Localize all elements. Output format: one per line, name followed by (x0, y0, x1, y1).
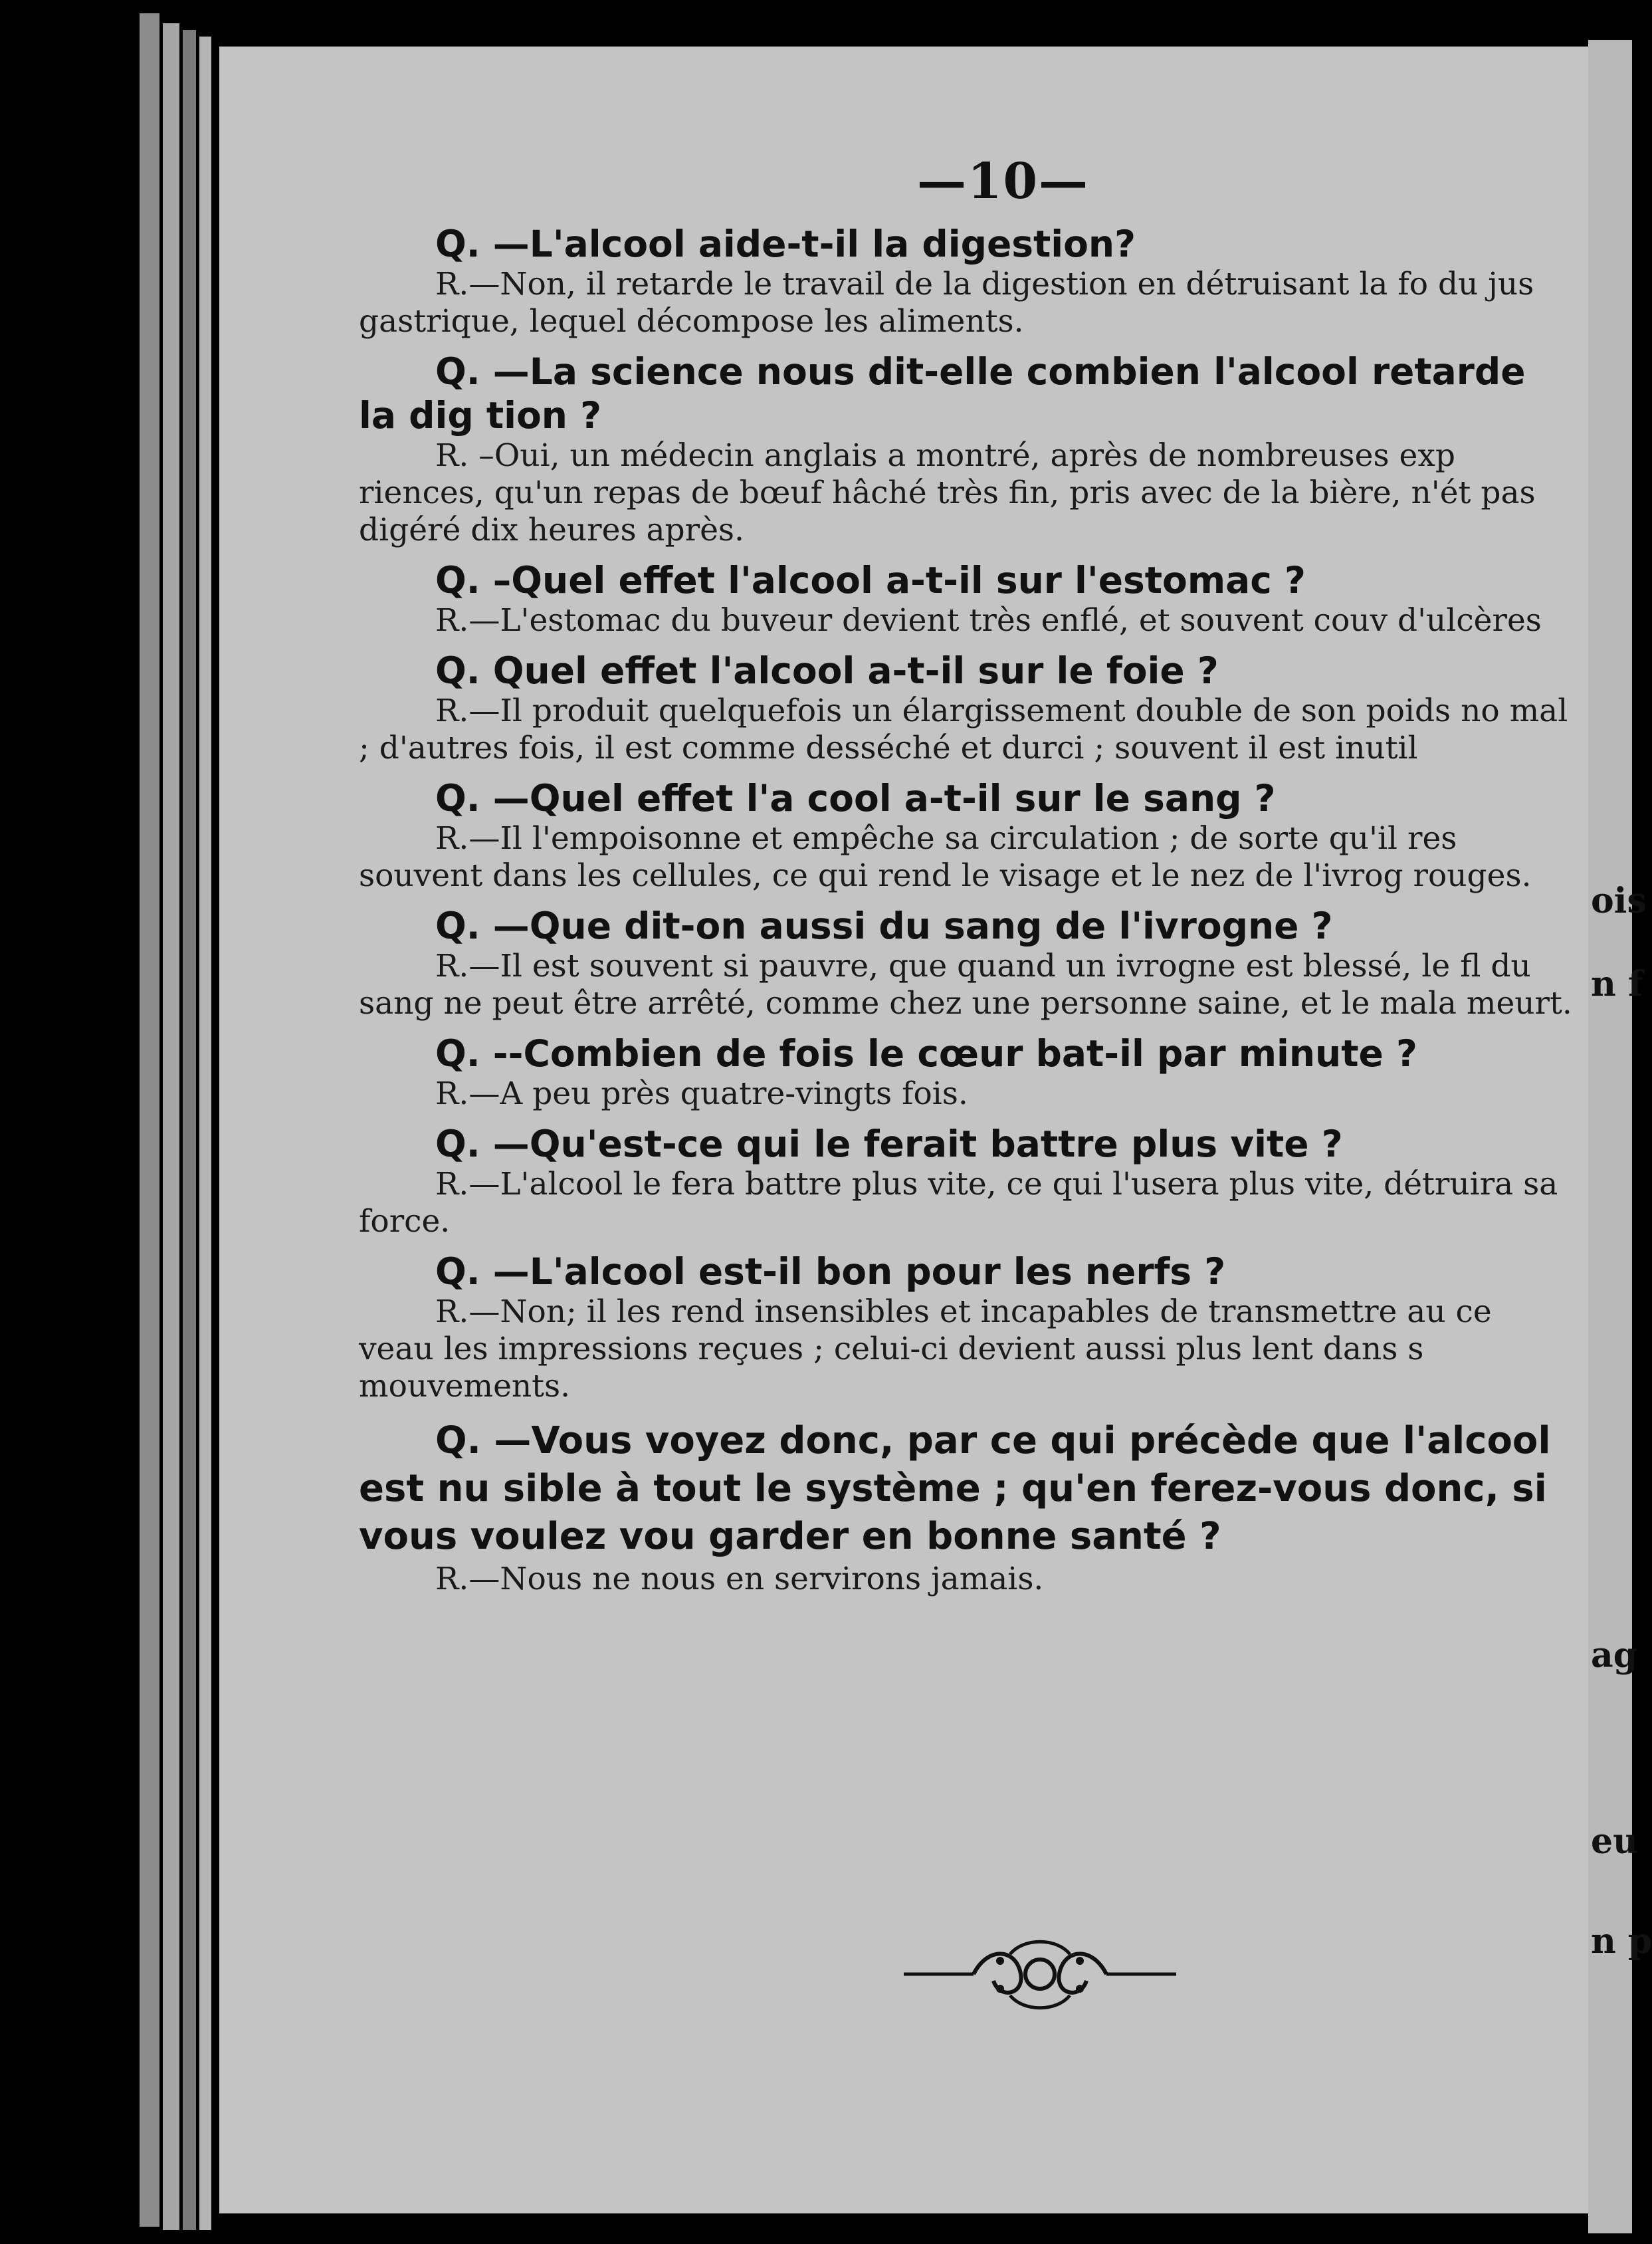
answer: R. –Oui, un médecin anglais a montré, après de nombreuses exp riences, qu'un repas de bœuf hâché très fin, pris avec de la bière, n'ét pas digéré dix heures après. (359, 437, 1536, 548)
answer: R.—Il l'empoisonne et empêche sa circulation ; de sorte qu'il res souvent dans les cellules, ce qui rend le visage et le nez de l'ivrog rouges. (359, 820, 1532, 894)
document-page (219, 47, 1588, 2213)
question: Q. —L'alcool aide-t-il la digestion? (435, 223, 1136, 265)
adjacent-text-fragment: ag (1591, 1635, 1638, 1676)
page-edge (140, 13, 159, 2227)
final-answer: R.—Nous ne nous en servirons jamais. (435, 1561, 1044, 1597)
answer: R.—Il est souvent si pauvre, que quand un ivrogne est blessé, le fl du sang ne peut être arrêté, comme chez une personne saine, et le mala meurt. (359, 948, 1572, 1022)
question: Q. Quel effet l'alcool a-t-il sur le foie ? (435, 649, 1219, 692)
qa-text-block (359, 213, 1575, 1605)
question: Q. —Qu'est-ce qui le ferait battre plus vite ? (435, 1123, 1343, 1165)
final-question: Q. —Vous voyez donc, par ce qui précède que l'alcool est nu sible à tout le système ; qu'en ferez-vous donc, si vous voulez vou garder en bonne santé ? (359, 1419, 1551, 1558)
answer: R.—Il produit quelquefois un élargissement double de son poids no mal ; d'autres fois, il est comme desséché et durci ; souvent il est inutil (359, 693, 1568, 766)
qa-item (359, 350, 1575, 549)
adjacent-text-fragment: ois (1591, 881, 1647, 921)
adjacent-text-fragment: eu (1591, 1821, 1638, 1862)
qa-item (359, 1122, 1575, 1240)
adjacent-text-fragment: n p (1591, 1921, 1652, 1962)
page-edge (163, 23, 179, 2230)
answer: R.—A peu près quatre-vingts fois. (435, 1075, 968, 1112)
qa-item (359, 776, 1575, 895)
qa-item (359, 222, 1575, 340)
answer: R.—L'estomac du buveur devient très enflé, et souvent couv d'ulcères (435, 602, 1542, 639)
page-edge (183, 30, 196, 2230)
answer: R.—L'alcool le fera battre plus vite, ce qui l'usera plus vite, détruira sa force. (359, 1166, 1558, 1240)
ornament-icon (900, 1934, 1180, 2014)
question: Q. –Quel effet l'alcool a-t-il sur l'estomac ? (435, 559, 1306, 602)
adjacent-text-fragment: n f (1591, 964, 1643, 1004)
answer: R.—Non, il retarde le travail de la digestion en détruisant la fo du jus gastrique, lequel décompose les aliments. (359, 266, 1534, 340)
qa-item (359, 1250, 1575, 1405)
question: Q. —La science nous dit-elle combien l'alcool retarde la dig tion ? (359, 350, 1526, 437)
qa-item (359, 649, 1575, 767)
adjacent-page-edge (1588, 40, 1652, 2233)
question: Q. —L'alcool est-il bon pour les nerfs ? (435, 1250, 1226, 1293)
page-number: —10— (917, 153, 1089, 210)
qa-item (359, 558, 1575, 639)
qa-item (359, 904, 1575, 1022)
question: Q. —Que dit-on aussi du sang de l'ivrogne ? (435, 905, 1333, 947)
qa-item-final (359, 1417, 1575, 1598)
question: Q. --Combien de fois le cœur bat-il par minute ? (435, 1032, 1417, 1075)
answer: R.—Non; il les rend insensibles et incapables de transmettre au ce veau les impressions reçues ; celui-ci devient aussi plus lent dans s mouvements. (359, 1293, 1492, 1404)
qa-item (359, 1032, 1575, 1113)
page-edge (199, 37, 211, 2230)
question: Q. —Quel effet l'a cool a-t-il sur le sang ? (435, 777, 1276, 820)
